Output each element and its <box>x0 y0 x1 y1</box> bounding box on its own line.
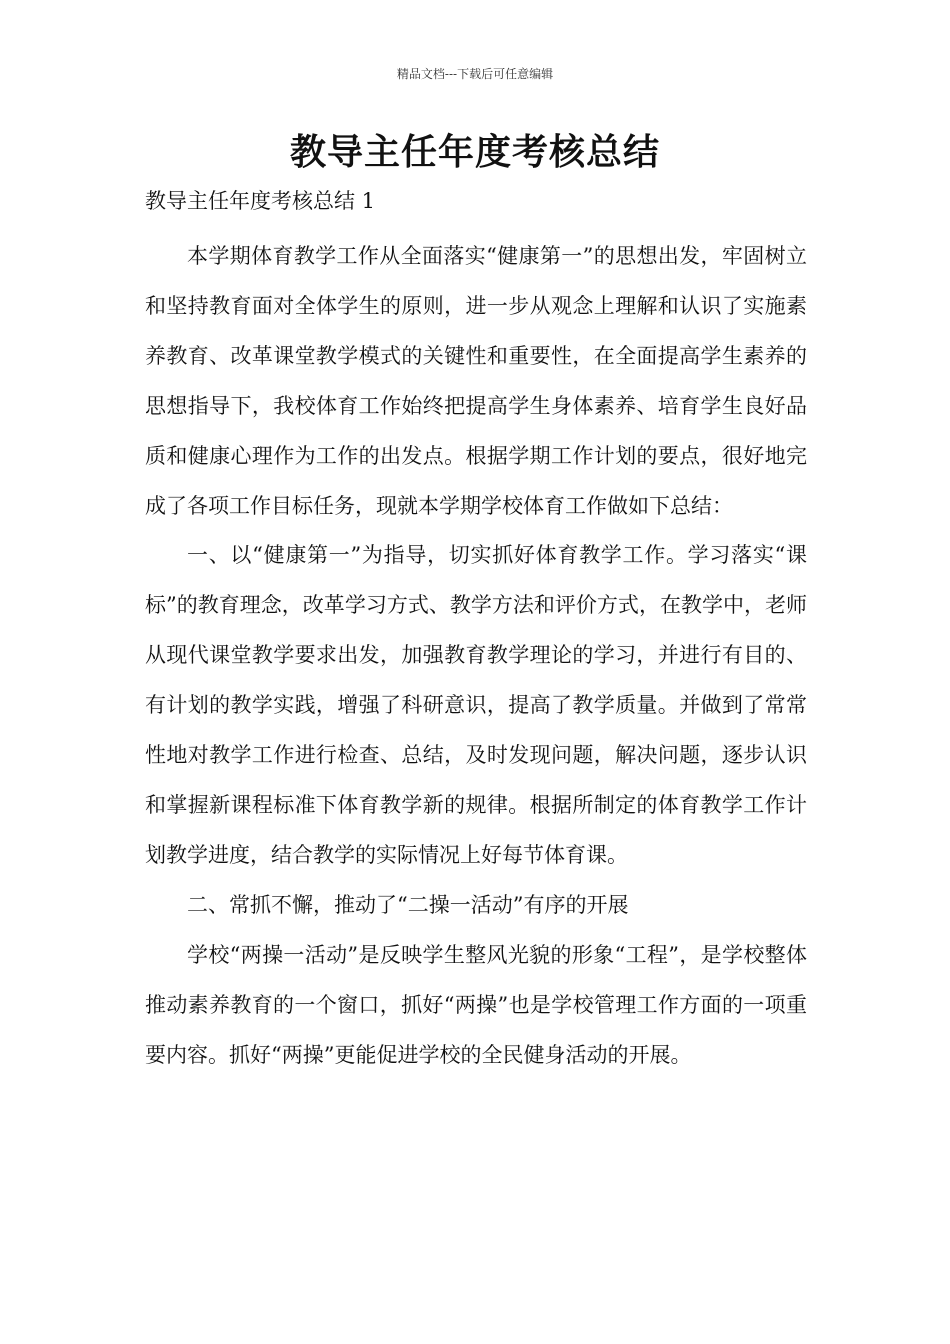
document-body <box>145 232 807 1080</box>
paragraph-section-2-body: 学校“两操一活动”是反映学生整风光貌的形象“工程”，是学校整体推动素养教育的一个窗口，抓好“两操”也是学校管理工作方面的一项重要内容。抓好“两操”更能促进学校的全民健身活动的开展。 <box>145 942 807 1067</box>
page-header-note: 精品文档---下载后可任意编辑 <box>396 67 554 81</box>
document-subtitle: 教导主任年度考核总结 1 <box>145 189 376 213</box>
document-title: 教导主任年度考核总结 <box>289 132 660 173</box>
paragraph-intro: 本学期体育教学工作从全面落实“健康第一”的思想出发，牢固树立和坚持教育面对全体学生的原则，进一步从观念上理解和认识了实施素养教育、改革课堂教学模式的关键性和重要性，在全面提高学生素养的思想指导下，我校体育工作始终把提高学生身体素养、培育学生良好品质和健康心理作为工作的出发点。根据学期工作计划的要点，很好地完成了各项工作目标任务，现就本学期学校体育工作做如下总结： <box>145 244 807 518</box>
paragraph-section-1: 一、以“健康第一”为指导，切实抓好体育教学工作。学习落实“课标”的教育理念，改革学习方式、教学方法和评价方式，在教学中，老师从现代课堂教学要求出发，加强教育教学理论的学习，并进行有目的、有计划的教学实践，增强了科研意识，提高了教学质量。并做到了常常性地对教学工作进行检查、总结，及时发现问题，解决问题，逐步认识和掌握新课程标准下体育教学新的规律。根据所制定的体育教学工作计划教学进度，结合教学的实际情况上好每节体育课。 <box>145 543 807 867</box>
paragraph-section-2-heading: 二、常抓不懈，推动了“二操一活动”有序的开展 <box>187 892 629 917</box>
